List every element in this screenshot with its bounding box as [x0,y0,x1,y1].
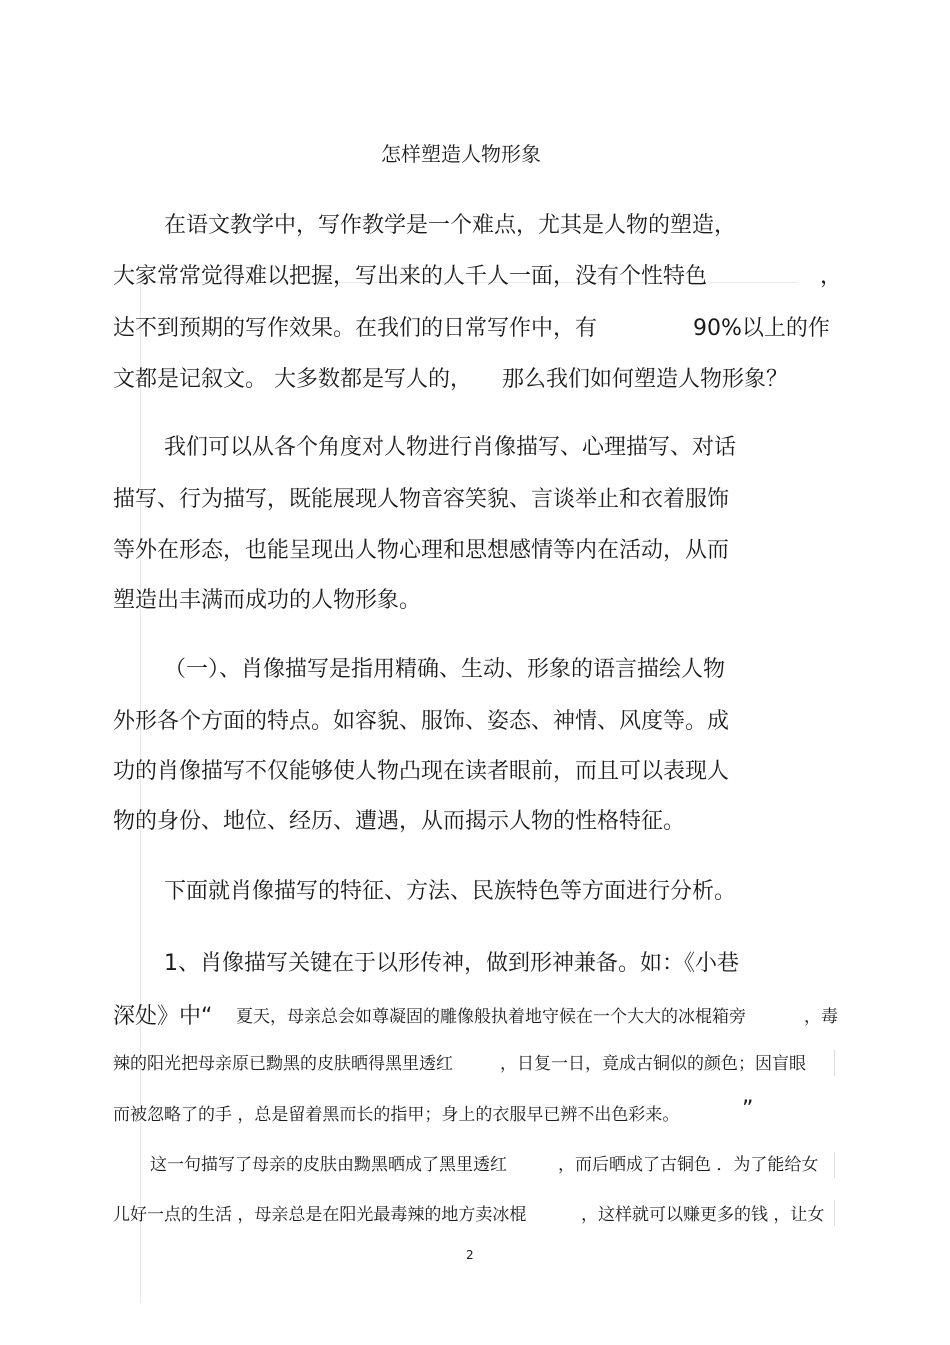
paragraph-line: ，而后晒成了古铜色 ．为了能给女 [558,1155,819,1175]
paragraph-line: 功的肖像描写不仅能够使人物凸现在读者眼前，而且可以表现人 [113,759,730,784]
paragraph-line: 外形各个方面的特点。如容貌、服饰、姿态、神情、风度等。成 [113,709,730,734]
quote-line: 辣的阳光把母亲原已黝黑的皮肤晒得黑里透红 [113,1054,453,1074]
quote-line: 而被忽略了的手 ，总是留着黑而长的指甲；身上的衣服早已辨不出色彩来。 [113,1105,680,1125]
paragraph-line: （一）、肖像描写是指用精确、生动、形象的语言描绘人物 [164,657,726,682]
paragraph-line: 描写、行为描写，既能展现人物音容笑貌、言谈举止和衣着服饰 [113,487,730,512]
margin-mark [834,1200,835,1226]
quote-line: 夏天，母亲总会如尊凝固的雕像般执着地守候在一个大大的冰棍箱旁 [236,1007,746,1027]
paragraph-line: 等外在形态，也能呈现出人物心理和思想感情等内在活动，从而 [113,538,730,563]
paragraph-line: 下面就肖像描写的特征、方法、民族特色等方面进行分析。 [164,879,737,904]
paragraph-line: 物的身份、地位、经历、遭遇，从而揭示人物的性格特征。 [113,809,686,834]
paragraph-line: 塑造出丰满而成功的人物形象。 [113,588,422,613]
close-quote-mark: ” [742,1097,754,1122]
paragraph-line: 那么我们如何塑造人物形象？ [502,367,789,392]
paragraph-line: ，这样就可以赚更多的钱 ，让女 [581,1205,825,1225]
quote-line: ，毒 [804,1007,838,1027]
margin-mark [834,1050,835,1076]
paragraph-line: 在语文教学中，写作教学是一个难点，尤其是人物的塑造， [164,213,737,238]
paragraph-line: 大家常常觉得难以把握，写出来的人千人一面，没有个性特色 [113,264,708,289]
paragraph-line: 1、肖像描写关键在于以形传神，做到形神兼备。如：《小巷 [164,951,739,976]
paragraph-line: 儿好一点的生活 ，母亲总是在阳光最毒辣的地方卖冰棍 [113,1205,527,1225]
quote-line: ，日复一日，竟成古铜似的颜色；因盲眼 [500,1054,806,1074]
paragraph-line: 文都是记叙文。 大多数都是写人的， [113,367,472,392]
page-number: 2 [466,1248,474,1262]
paragraph-line: 90%以上的作 [693,316,830,341]
paragraph-line: 这一句描写了母亲的皮肤由黝黑晒成了黑里透红 [150,1155,507,1175]
paragraph-line: 深处》中“ [113,1004,213,1029]
margin-mark [834,1152,835,1178]
paragraph-line: 达不到预期的写作效果。在我们的日常写作中，有 [113,316,598,341]
paragraph-line: ， [820,264,843,289]
page-title: 怎样塑造人物形象 [381,142,541,166]
paragraph-line: 我们可以从各个角度对人物进行肖像描写、心理描写、对话 [164,435,737,460]
